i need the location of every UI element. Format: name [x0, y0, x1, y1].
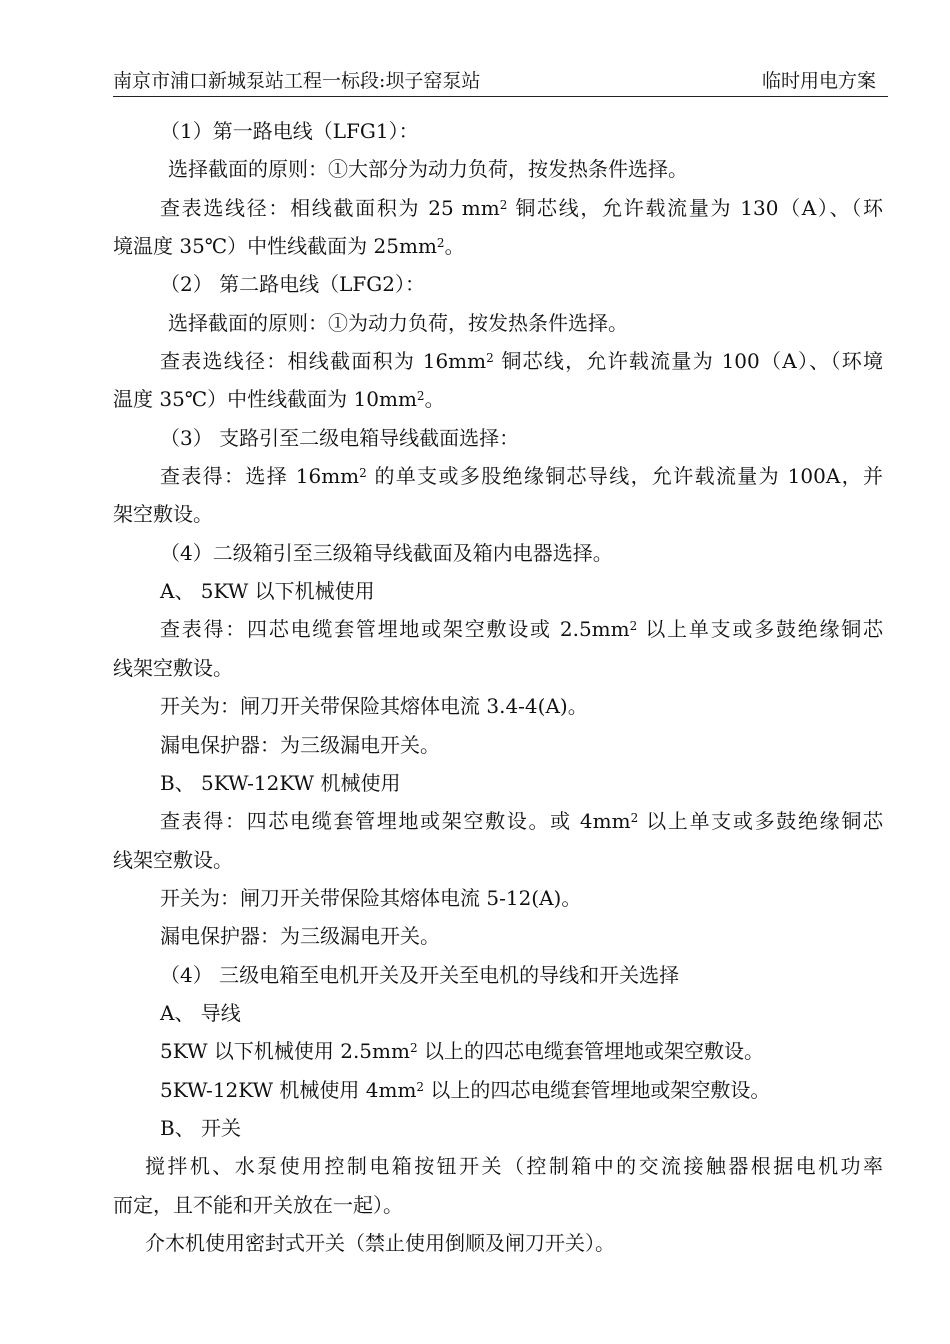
text-line [113, 879, 883, 917]
text-line [113, 841, 883, 879]
text-line [113, 764, 883, 802]
line-text-part: 查表得：四芯电缆套管埋地或架空敷设或 2.5mm [160, 617, 630, 642]
line-text: 漏电保护器：为三级漏电开关。 [160, 924, 440, 949]
line-text: 开关为：闸刀开关带保险其熔体电流 5-12(A)。 [160, 885, 582, 910]
line-text-part: 的单支或多股绝缘铜芯导线，允许载流量为 100A，并 [366, 464, 883, 489]
superscript: 2 [416, 389, 425, 404]
line-text-part: 5KW 以下机械使用 2.5mm [160, 1039, 410, 1064]
text-line [113, 1186, 883, 1224]
header-project-title: 南京市浦口新城泵站工程一标段:坝子窑泵站 [113, 70, 481, 92]
text-line [113, 112, 883, 150]
line-text-part: 以上单支或多鼓绝缘铜芯 [638, 809, 884, 834]
line-text-part: 以上的四芯电缆套管埋地或架空敷设。 [424, 1077, 771, 1102]
line-text: （2） 第二路电线（LFG2）： [160, 272, 425, 297]
line-text: 开关为：闸刀开关带保险其熔体电流 3.4-4(A)。 [160, 694, 588, 719]
line-text: 线架空敷设。 [113, 847, 233, 872]
text-line [113, 726, 883, 764]
line-text: 漏电保护器：为三级漏电开关。 [160, 732, 440, 757]
text-line [113, 687, 883, 725]
line-text: 选择截面的原则：①大部分为动力负荷，按发热条件选择。 [168, 157, 688, 182]
line-text-part: 。 [444, 234, 465, 259]
text-line [113, 1147, 883, 1185]
line-text: （4）二级箱引至三级箱导线截面及箱内电器选择。 [160, 540, 613, 565]
text-line [113, 265, 883, 303]
text-line [113, 802, 883, 840]
text-line [113, 304, 883, 342]
superscript: 2 [499, 197, 508, 212]
superscript: 2 [359, 466, 367, 481]
line-text-part: 以上的四芯电缆套管埋地或架空敷设。 [417, 1039, 764, 1064]
line-text-part: 境温度 35℃）中性线截面为 25mm [113, 234, 437, 259]
header-document-title: 临时用电方案 [761, 70, 876, 92]
line-text-part: 铜芯线，允许载流量为 100（A）、（环境 [493, 349, 883, 374]
text-line [113, 1032, 883, 1070]
line-text: （1）第一路电线（LFG1）： [160, 119, 419, 143]
line-text-part: 以上单支或多鼓绝缘铜芯 [637, 617, 884, 642]
text-line [113, 917, 883, 955]
text-line [113, 150, 883, 188]
line-text: A、 5KW 以下机械使用 [160, 579, 375, 604]
line-text-part: 。 [424, 387, 445, 412]
line-text-part: 温度 35℃）中性线截面为 10mm [113, 387, 417, 412]
text-line [113, 994, 883, 1032]
superscript: 2 [630, 811, 639, 826]
superscript: 2 [436, 236, 445, 251]
superscript: 2 [416, 1079, 425, 1094]
page-header [113, 60, 888, 97]
text-line [113, 956, 883, 994]
line-text: 选择截面的原则：①为动力负荷，按发热条件选择。 [168, 310, 628, 335]
text-line [113, 1109, 883, 1147]
document-body [113, 112, 883, 1262]
text-line [113, 419, 883, 457]
line-text: B、 开关 [160, 1115, 242, 1140]
text-line [113, 342, 883, 380]
text-line [113, 610, 883, 648]
text-line [113, 1224, 883, 1262]
line-text: 而定，且不能和开关放在一起）。 [113, 1192, 403, 1217]
text-line [113, 457, 883, 495]
text-line [113, 189, 883, 227]
line-text: 线架空敷设。 [113, 655, 233, 680]
text-line [113, 495, 883, 533]
text-line [113, 227, 883, 265]
superscript: 2 [629, 619, 638, 634]
text-line [113, 534, 883, 572]
superscript: 2 [409, 1041, 418, 1056]
line-text: 搅拌机、水泵使用控制电箱按钮开关（控制箱中的交流接触器根据电机功率 [145, 1154, 883, 1179]
line-text-part: 查表选线径：相线截面积为 16mm [160, 349, 487, 374]
line-text-part: 5KW-12KW 机械使用 4mm [160, 1077, 417, 1102]
superscript: 2 [486, 351, 494, 366]
line-text: 介木机使用密封式开关（禁止使用倒顺及闸刀开关）。 [145, 1230, 615, 1255]
text-line [113, 1071, 883, 1109]
text-line [113, 380, 883, 418]
text-line [113, 649, 883, 687]
line-text: （3） 支路引至二级电箱导线截面选择： [160, 425, 520, 450]
text-line [113, 572, 883, 610]
line-text: 架空敷设。 [113, 502, 213, 527]
line-text: B、 5KW-12KW 机械使用 [160, 770, 401, 795]
line-text-part: 铜芯线，允许载流量为 130（A）、（环 [507, 195, 883, 220]
line-text-part: 查表得：选择 16mm [160, 464, 360, 489]
line-text-part: 查表选线径：相线截面积为 25 mm [160, 195, 500, 220]
line-text: （4） 三级电箱至电机开关及开关至电机的导线和开关选择 [160, 962, 680, 987]
line-text-part: 查表得：四芯电缆套管埋地或架空敷设。或 4mm [160, 809, 631, 834]
line-text: A、 导线 [160, 1000, 241, 1025]
